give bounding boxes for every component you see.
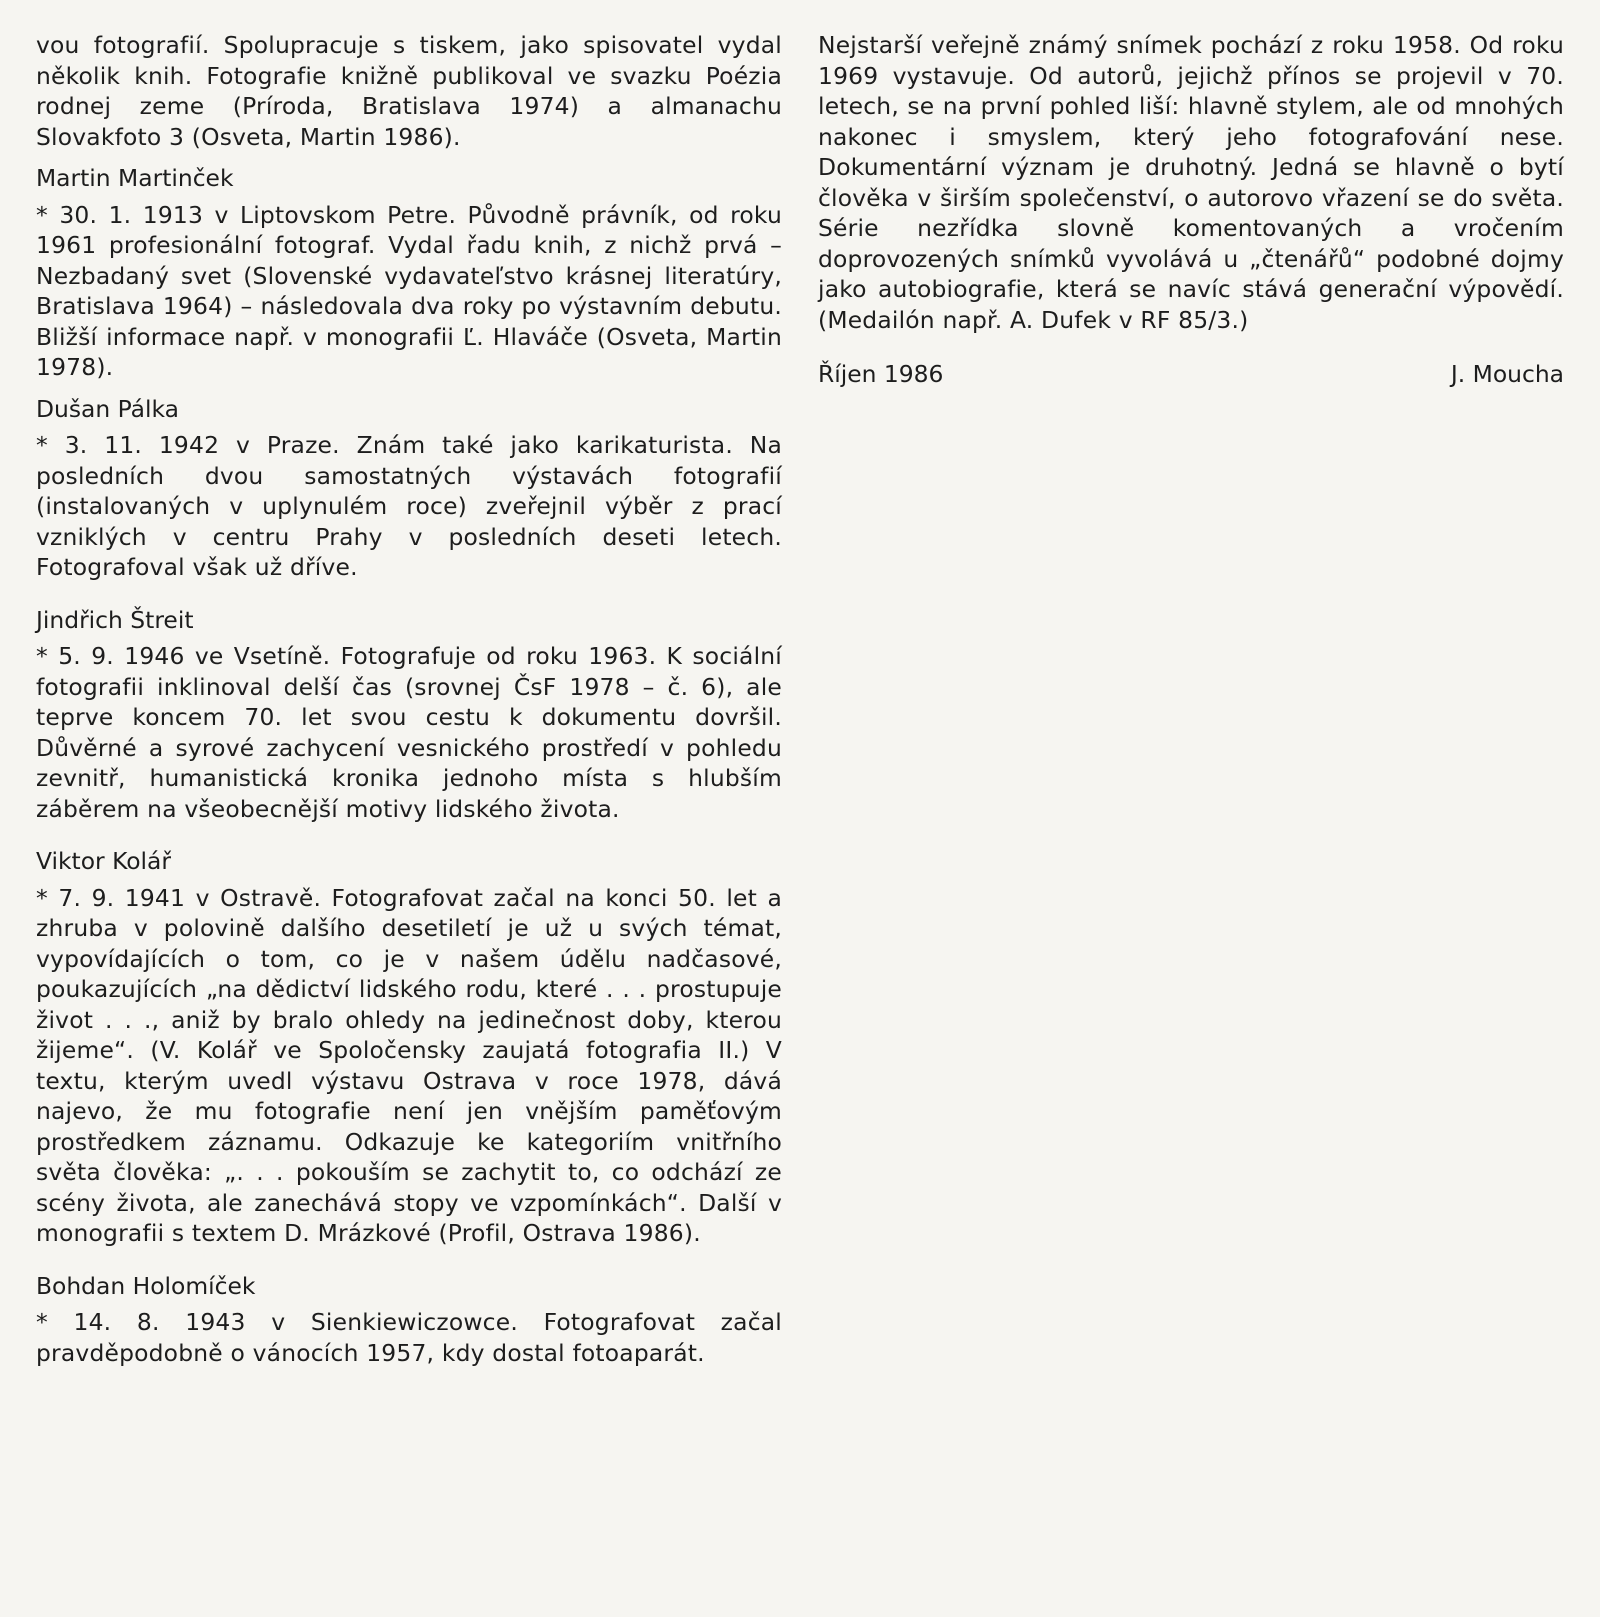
author-signature: J. Moucha bbox=[1450, 360, 1564, 388]
signature-row bbox=[818, 359, 1564, 390]
entry-text-palka: * 3. 11. 1942 v Praze. Znám také jako karikaturista. Na posledních dvou samostatných výstavách fotografií (instalovaných v uplynulém roce) zveřejnil výběr z prací vzniklých v centru Prahy v posledních deseti letech. Fotografoval však už dříve. bbox=[36, 431, 782, 581]
entry-name-palka: Dušan Pálka bbox=[36, 394, 179, 423]
entry-name-kolar: Viktor Kolář bbox=[36, 847, 171, 875]
date-line: Říjen 1986 bbox=[818, 360, 944, 388]
entry-name-streit: Jindřich Štreit bbox=[36, 605, 194, 634]
entry-name-martincek: Martin Martinček bbox=[36, 164, 234, 192]
left-column bbox=[36, 30, 782, 1368]
entry-text-martincek: * 30. 1. 1913 v Liptovskom Petre. Původně právník, od roku 1961 profesionální fotograf. Vydal řadu knih, z nichž prvá – Nezbadaný svet (Slovenské vydavateľstvo krásnej literatúry, Bratislava 1964) – následovala dva roky po výstavním debutu. Bližší informace např. v monografii Ľ. Hlaváče (Osveta, Martin 1978). bbox=[36, 200, 782, 381]
entry-text-streit: * 5. 9. 1946 ve Vsetíně. Fotografuje od roku 1963. K sociální fotografii inklinoval delší čas (srovnej ČsF 1978 – č. 6), ale teprve koncem 70. let svou cestu k dokumentu dovršil. Důvěrné a syrové zachycení vesnického prostředí v pohledu zevnitř, humanistická kronika jednoho místa s hlubším záběrem na všeobecnější motivy lidského života. bbox=[36, 642, 782, 823]
entry-name-holomicek: Bohdan Holomíček bbox=[36, 1271, 256, 1300]
right-column bbox=[818, 30, 1564, 390]
entry-text-holomicek: * 14. 8. 1943 v Sienkiewiczowce. Fotografovat začal pravděpodobně o vánocích 1957, kdy dostal fotoaparát. bbox=[36, 1308, 782, 1367]
continuation-paragraph: Nejstarší veřejně známý snímek pochází z roku 1958. Od roku 1969 vystavuje. Od autorů, jejichž přínos se projevil v 70. letech, se na první pohled liší: hlavně stylem, ale od mnohých nakonec i smyslem, který jeho fotografování nese. Dokumentární význam je druhotný. Jedná se hlavně o bytí člověka v širším společenství, o autorovo vřazení se do světa. Série nezřídka slovně komentovaných a vročením doprovozených snímků vyvolává u „čtenářů“ podobné dojmy jako autobiografie, která se navíc stává generační výpovědí. (Medailón např. A. Dufek v RF 85/3.) bbox=[818, 31, 1564, 334]
entry-text-kolar: * 7. 9. 1941 v Ostravě. Fotografovat začal na konci 50. let a zhruba v polovině dalšího desetiletí je už u svých témat, vypovídajících o tom, co je v našem údělu nadčasové, poukazujících „na dědictví lidského rodu, které . . . prostupuje život . . ., aniž by bralo ohledy na jedinečnost doby, kterou žijeme“. (V. Kolář ve Spoločensky zaujatá fotografia II.) V textu, kterým uvedl výstavu Ostrava v roce 1978, dává najevo, že mu fotografie není jen vnějším paměťovým prostředkem záznamu. Odkazuje ke kategoriím vnitřního světa člověka: „. . . pokouším se zachytit to, co odchází ze scény života, ale zanechává stopy ve vzpomínkách“. Další v monografii s textem D. Mrázkové (Profil, Ostrava 1986). bbox=[36, 883, 782, 1247]
intro-paragraph: vou fotografií. Spolupracuje s tiskem, jako spisovatel vydal několik knih. Fotografie knižně publikoval ve svazku Poézia rodnej zeme (Príroda, Bratislava 1974) a almanachu Slovakfoto 3 (Osveta, Martin 1986). bbox=[36, 31, 782, 151]
